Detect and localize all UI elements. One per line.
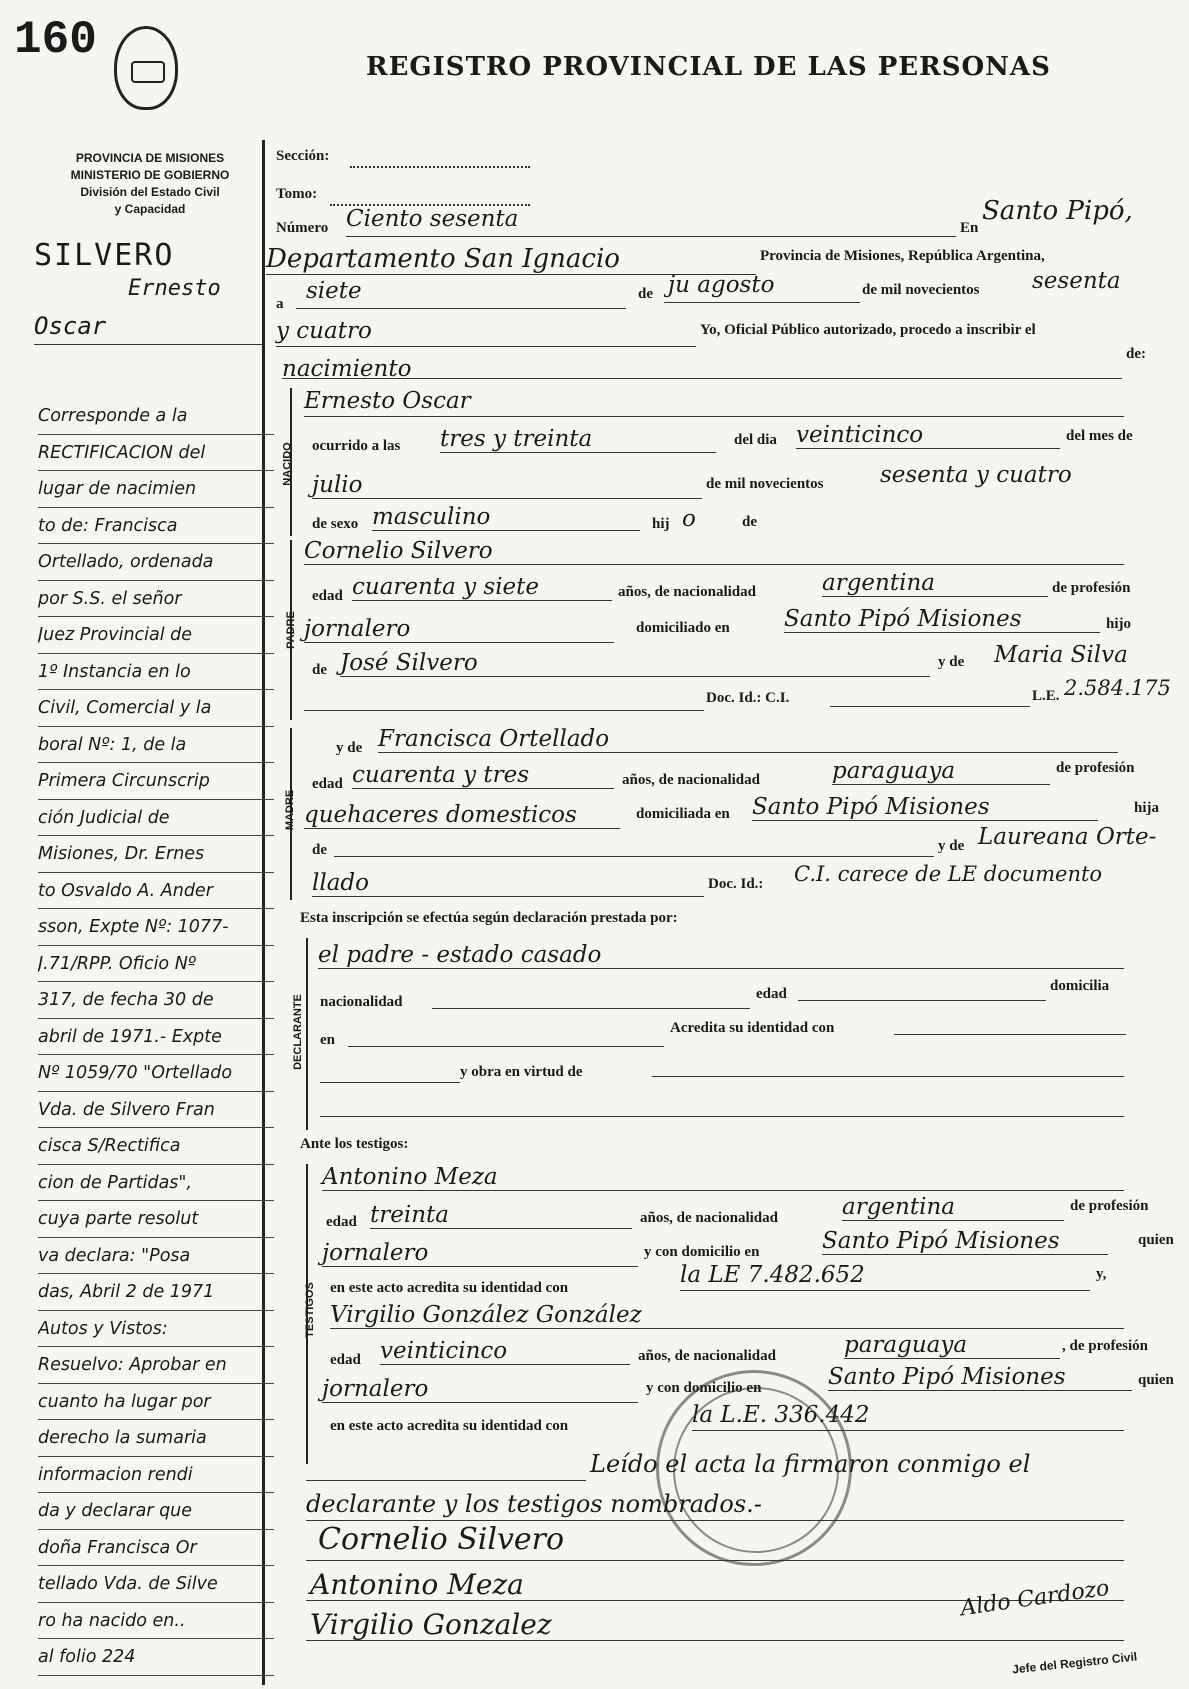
del-mes-label: del mes de (1066, 428, 1133, 444)
testigo-2-profesion-rule (322, 1402, 638, 1403)
annotation-line: Primera Circunscrip (38, 763, 274, 800)
annotation-line: Nº 1059/70 "Ortellado (38, 1055, 274, 1092)
padre-de-label: de (312, 662, 327, 678)
margin-given-name-1: Ernesto (128, 276, 221, 301)
padre-nombre-rule (304, 564, 1124, 565)
annotation-line: Misiones, Dr. Ernes (38, 836, 274, 873)
dia-nacimiento-value: veinticinco (796, 422, 924, 448)
annotation-line: Civil, Comercial y la (38, 690, 274, 727)
abuelo-paterno-value: José Silvero (340, 650, 478, 676)
hora-rule (440, 452, 716, 453)
padre-domicilio-value: Santo Pipó Misiones (784, 606, 1022, 632)
madre-profesion-value: quehaceres domesticos (304, 802, 577, 828)
nacido-de-label: de (742, 514, 757, 530)
padre-edad-value: cuarenta y siete (352, 574, 540, 600)
dia-value: siete (306, 278, 362, 304)
testigo-1-domicilio-value: Santo Pipó Misiones (822, 1228, 1060, 1254)
madre-nacionalidad-rule (832, 784, 1050, 785)
annotation-line: sson, Expte Nº: 1077- (38, 909, 274, 946)
mes-nacimiento-value: julio (312, 472, 363, 498)
testigo-2-domicilio-rule (828, 1390, 1132, 1391)
testigos-section-label: TESTIGOS (303, 1282, 316, 1338)
margin-surname: SILVERO (34, 238, 175, 273)
anio-value: sesenta (1032, 268, 1121, 294)
closing-rule-b (306, 1520, 1124, 1521)
annotation-line: ro ha nacido en.. (38, 1603, 274, 1640)
annotation-line: RECTIFICACION del (38, 435, 274, 472)
madre-y-de-label-2: y de (938, 838, 965, 854)
padre-le-label: L.E. (1032, 688, 1060, 704)
testigo-1-domicilio-rule (822, 1254, 1108, 1255)
a-label: a (276, 296, 284, 312)
padre-y-de-label: y de (938, 654, 965, 670)
declarante-acredita-label: Acredita su identidad con (670, 1020, 835, 1036)
annotation-line: 317, de fecha 30 de (38, 982, 274, 1019)
signature-testigo-2: Virgilio Gonzalez (310, 1608, 552, 1641)
padre-domicilio-rule (784, 632, 1100, 633)
en-value: Santo Pipó, (982, 196, 1133, 226)
sexo-rule (372, 530, 640, 531)
en-label: En (960, 220, 979, 236)
anio-value-2: y cuatro (276, 318, 372, 344)
declarante-edad-label: edad (756, 986, 787, 1002)
declarante-bracket (306, 938, 308, 1130)
testigo-1-nombre-rule (322, 1190, 1124, 1191)
declarante-acredita-rule (894, 1034, 1126, 1035)
madre-section-label: MADRE (284, 789, 297, 831)
annotation-line: lugar de nacimien (38, 471, 274, 508)
madre-edad-rule (352, 788, 614, 789)
mes-rule (664, 302, 860, 303)
annotation-line: cion de Partidas", (38, 1165, 274, 1202)
testigo-2-domicilio-value: Santo Pipó Misiones (828, 1364, 1066, 1390)
declarante-obra-rule (652, 1076, 1124, 1077)
coat-of-arms-icon (114, 26, 178, 110)
de-colon-label: de: (1126, 346, 1146, 362)
padre-section-label: PADRE (284, 611, 297, 649)
testigos-intro-label: Ante los testigos: (300, 1136, 409, 1152)
padre-nacionalidad-rule (822, 596, 1048, 597)
closing-rule-c (306, 1560, 1124, 1561)
padre-domicilio-label: domiciliado en (636, 620, 730, 636)
padre-profesion-value: jornalero (304, 616, 411, 642)
testigo-1-nacionalidad-rule (842, 1220, 1064, 1221)
testigo-1-doc-value: la LE 7.482.652 (680, 1262, 865, 1288)
padre-hijo-label: hijo (1106, 616, 1132, 632)
annotation-line: to Osvaldo A. Ander (38, 873, 274, 910)
padre-profesion-label: de profesión (1052, 580, 1131, 596)
annotation-line: cuanto ha lugar por (38, 1384, 274, 1421)
declarante-nombre-value: el padre - estado casado (318, 942, 602, 968)
annotation-line: al folio 224 (38, 1639, 274, 1676)
annotation-line: doña Francisca Or (38, 1530, 274, 1567)
annotation-line: Resuelvo: Aprobar en (38, 1347, 274, 1384)
seccion-field[interactable] (350, 166, 530, 168)
folio-number: 160 (14, 14, 97, 66)
madre-nombre-value: Francisca Ortellado (378, 726, 610, 752)
departamento-value: Departamento San Ignacio (266, 244, 620, 274)
madre-doc-value: C.I. carece de LE documento (794, 862, 1103, 886)
leido-value: Leído el acta la firmaron conmigo el (590, 1450, 1031, 1478)
hijo-label: hij (652, 516, 670, 532)
annotation-line: Vda. de Silvero Fran (38, 1092, 274, 1129)
margin-rule (34, 344, 262, 345)
madre-doc-label: Doc. Id.: (708, 876, 764, 892)
annotation-line: Juez Provincial de (38, 617, 274, 654)
numero-value: Ciento sesenta (346, 206, 519, 232)
annotation-line: das, Abril 2 de 1971 (38, 1274, 274, 1311)
testigo-1-edad-value: treinta (370, 1202, 449, 1228)
annotation-line: va declara: "Posa (38, 1238, 274, 1275)
madre-domicilio-rule (752, 820, 1098, 821)
oficial-label: Yo, Oficial Público autorizado, procedo a inscribir el (700, 322, 1036, 338)
hijo-suffix: o (682, 506, 696, 532)
annotation-line: abril de 1971.- Expte (38, 1019, 274, 1056)
testigo-2-nombre-rule (330, 1328, 1124, 1329)
declarante-intro-label: Esta inscripción se efectúa según declaración prestada por: (300, 910, 678, 926)
testigo-1-nombre-value: Antonino Meza (322, 1164, 498, 1190)
numero-rule (346, 236, 956, 237)
numero-label: Número (276, 220, 329, 236)
dia-rule (296, 308, 626, 309)
authority-line: División del Estado Civil (80, 185, 220, 199)
madre-edad-value: cuarenta y tres (352, 762, 530, 788)
padre-nacionalidad-value: argentina (822, 570, 935, 596)
hora-value: tres y treinta (440, 426, 593, 452)
abuelo-paterno-rule (340, 676, 930, 677)
document-title: REGISTRO PROVINCIAL DE LAS PERSONAS (366, 52, 1051, 82)
mes-value: ju agosto (668, 272, 775, 298)
annotation-line: Ortellado, ordenada (38, 544, 274, 581)
testigo-1-edad-label: edad (326, 1214, 357, 1230)
testigo-1-profesion-label: de profesión (1070, 1198, 1149, 1214)
issuing-authority (36, 150, 264, 218)
leido-value-2: declarante y los testigos nombrados.- (306, 1490, 762, 1518)
declarante-obra-label: y obra en virtud de (460, 1064, 583, 1080)
declarante-section-label: DECLARANTE (291, 994, 304, 1070)
dia-nacimiento-rule (796, 448, 1060, 449)
madre-edad-label: edad (312, 776, 343, 792)
padre-doc-label: Doc. Id.: C.I. (706, 690, 790, 706)
testigo-2-nacionalidad-label: años, de nacionalidad (638, 1348, 776, 1364)
declarante-en-rule (348, 1046, 664, 1047)
testigo-1-profesion-value: jornalero (322, 1240, 429, 1266)
testigo-2-doc-value: la L.E. 336.442 (692, 1402, 870, 1428)
annotation-line: boral Nº: 1, de la (38, 727, 274, 764)
padre-edad-label: edad (312, 588, 343, 604)
testigo-1-quien-label: quien (1138, 1232, 1174, 1248)
padre-edad-rule (352, 600, 612, 601)
annotation-line: Corresponde a la (38, 398, 274, 435)
testigo-1-profesion-rule (322, 1266, 638, 1267)
del-dia-label: del dia (734, 432, 777, 448)
acto-value: nacimiento (282, 356, 412, 382)
testigo-1-edad-rule (370, 1228, 632, 1229)
declarante-en-label: en (320, 1032, 335, 1048)
signature-jefe: Aldo Cardozo (958, 1575, 1111, 1622)
madre-profesion-label: de profesión (1056, 760, 1135, 776)
anio-rule (276, 346, 696, 347)
sexo-value: masculino (372, 504, 491, 530)
jefe-registro-label: Jefe del Registro Civil (1011, 1649, 1138, 1677)
declarante-obra-rule-a (320, 1082, 460, 1083)
annotation-line: to de: Francisca (38, 508, 274, 545)
testigo-2-nacionalidad-rule (844, 1358, 1060, 1359)
closing-rule-a (306, 1480, 586, 1481)
declarante-nacionalidad-rule (432, 1008, 750, 1009)
madre-nombre-rule (378, 752, 1118, 753)
madre-nacionalidad-value: paraguaya (832, 758, 956, 784)
acto-rule (282, 378, 1122, 379)
testigo-1-nacionalidad-label: años, de nacionalidad (640, 1210, 778, 1226)
declarante-extra-rule (320, 1116, 1124, 1117)
testigo-1-doc-rule (680, 1290, 1090, 1291)
testigo-2-nacionalidad-value: paraguaya (844, 1332, 968, 1358)
declarante-edad-rule (798, 1000, 1046, 1001)
mil-label: de mil novecientos (706, 476, 824, 492)
madre-hija-label: hija (1134, 800, 1160, 816)
de-label: de (638, 286, 653, 302)
testigo-2-acredita-label: en este acto acredita su identidad con (330, 1418, 569, 1434)
authority-line: y Capacidad (114, 202, 186, 216)
padre-le-value: 2.584.175 (1064, 676, 1171, 700)
mil-novecientos-label: de mil novecientos (862, 282, 980, 298)
testigo-1-y-label: y, (1096, 1266, 1107, 1282)
annotation-line: 1º Instancia en lo (38, 654, 274, 691)
madre-domicilio-label: domiciliada en (636, 806, 730, 822)
madre-profesion-rule (304, 828, 620, 829)
abuelo-materno-rule (334, 856, 934, 857)
nacido-nombre-rule (304, 416, 1124, 417)
madre-de-label: de (312, 842, 327, 858)
testigo-2-edad-value: veinticinco (380, 1338, 508, 1364)
padre-nombre-value: Cornelio Silvero (304, 538, 493, 564)
madre-doc-rule (312, 896, 704, 897)
nacido-section-label: NACIDO (281, 442, 294, 486)
padre-profesion-rule (304, 642, 614, 643)
anio-nacimiento-value: sesenta y cuatro (880, 462, 1072, 488)
madre-nacionalidad-label: años, de nacionalidad (622, 772, 760, 788)
testigo-2-domicilio-label: y con domicilio en (646, 1380, 762, 1396)
annotation-line: informacion rendi (38, 1457, 274, 1494)
annotation-line: tellado Vda. de Silve (38, 1566, 274, 1603)
annotation-line: Autos y Vistos: (38, 1311, 274, 1348)
authority-line: PROVINCIA DE MISIONES (75, 151, 225, 165)
abuela-materna-value: Laureana Orte- (978, 824, 1157, 850)
declarante-nombre-rule (318, 968, 1124, 969)
testigo-2-profesion-value: jornalero (322, 1376, 429, 1402)
tomo-label: Tomo: (276, 186, 318, 202)
declarante-domicilio-label: domicilia (1050, 978, 1110, 994)
annotation-line: ción Judicial de (38, 800, 274, 837)
signature-padre: Cornelio Silvero (318, 1522, 565, 1557)
annotation-line: por S.S. el señor (38, 581, 274, 618)
testigo-1-domicilio-label: y con domicilio en (644, 1244, 760, 1260)
signature-testigo-1: Antonino Meza (310, 1568, 524, 1601)
annotation-line: cisca S/Rectifica (38, 1128, 274, 1165)
annotation-line: derecho la sumaria (38, 1420, 274, 1457)
abuela-materna-value-2: llado (312, 870, 369, 896)
declarante-nacionalidad-label: nacionalidad (320, 994, 403, 1010)
annotation-line: cuya parte resolut (38, 1201, 274, 1238)
testigo-2-edad-label: edad (330, 1352, 361, 1368)
testigo-1-nacionalidad-value: argentina (842, 1194, 955, 1220)
ocurrido-label: ocurrido a las (312, 438, 401, 454)
sexo-label: de sexo (312, 516, 359, 532)
margin-given-name-2: Oscar (34, 312, 107, 340)
abuela-paterna-value: Maria Silva (994, 642, 1128, 668)
margin-annotation (38, 398, 274, 1676)
testigo-1-acredita-label: en este acto acredita su identidad con (330, 1280, 569, 1296)
testigo-2-nombre-value: Virgilio González González (330, 1302, 642, 1328)
annotation-line: J.71/RPP. Oficio Nº (38, 946, 274, 983)
annotation-line: da y declarar que (38, 1493, 274, 1530)
authority-line: MINISTERIO DE GOBIERNO (70, 168, 230, 182)
padre-doc-rule (304, 710, 704, 711)
seccion-label: Sección: (276, 148, 330, 164)
madre-domicilio-value: Santo Pipó Misiones (752, 794, 990, 820)
testigo-2-edad-rule (380, 1364, 630, 1365)
nacido-nombre-value: Ernesto Oscar (304, 388, 471, 414)
provincia-label: Provincia de Misiones, República Argentina, (760, 248, 1045, 264)
padre-nacionalidad-label: años, de nacionalidad (618, 584, 756, 600)
madre-y-de-label: y de (336, 740, 363, 756)
mes-nacimiento-rule (312, 498, 702, 499)
padre-ci-rule (830, 706, 1030, 707)
testigo-2-quien-label: quien (1138, 1372, 1174, 1388)
testigo-2-profesion-label: , de profesión (1062, 1338, 1148, 1354)
